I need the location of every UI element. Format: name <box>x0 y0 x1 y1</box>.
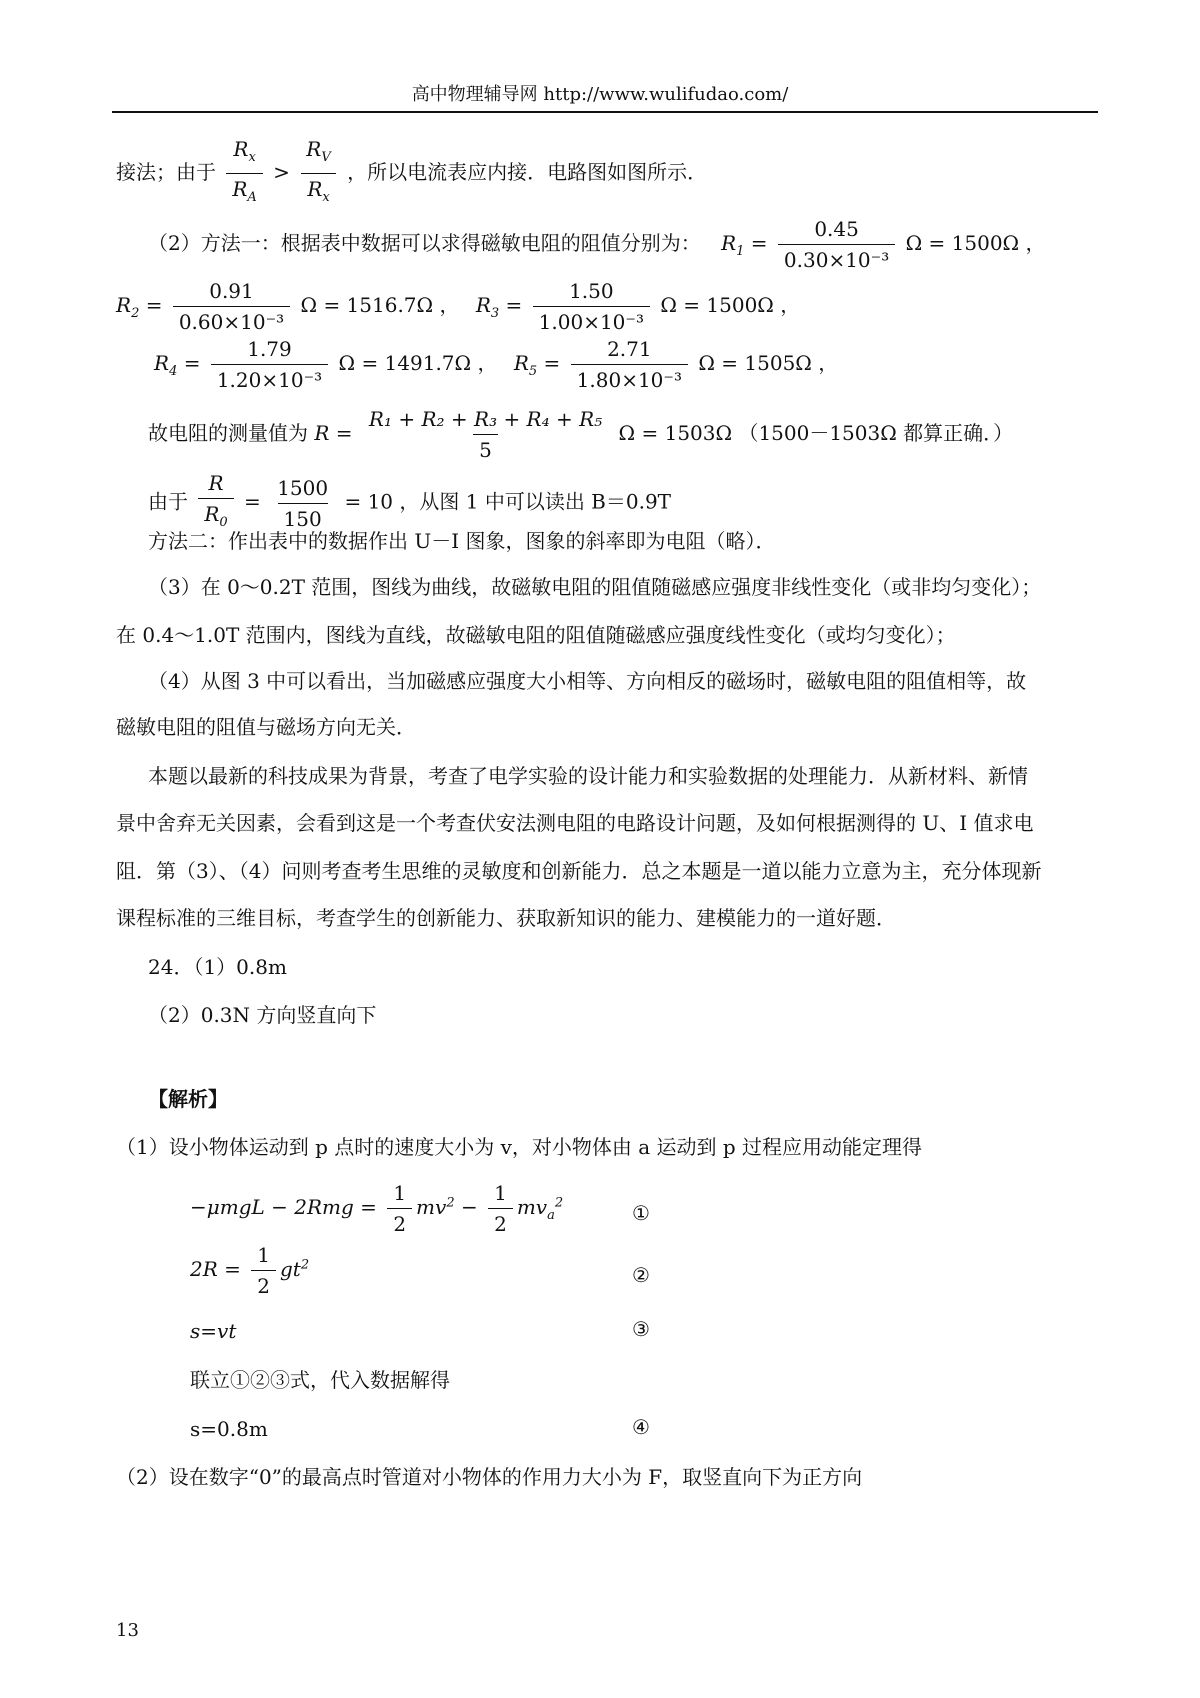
equation-3: s=vt <box>190 1319 237 1343</box>
analysis-step-1: （1）设小物体运动到 p 点时的速度大小为 v，对小物体由 a 运动到 p 过程应用动能定理得 <box>116 1135 923 1159</box>
equation-marker-2: ② <box>632 1263 650 1287</box>
connection-line-pre: 接法；由于 <box>116 160 216 184</box>
fraction-rx-ra: $\frac{R_x}{R_A}$ <box>226 136 262 211</box>
join-equations-line: 联立①②③式，代入数据解得 <box>190 1368 450 1392</box>
b-line-post: = 10 ，从图 1 中可以读出 B＝0.9T <box>344 489 672 514</box>
part3-line-a: （3）在 0～0.2T 范围，图线为曲线，故磁敏电阻的阻值随磁感应强度非线性变化（或非均匀变化）； <box>148 575 1042 599</box>
method-one-intro: （2）方法一：根据表中数据可以求得磁敏电阻的阻值分别为： <box>148 231 701 255</box>
comment-line-a: 本题以最新的科技成果为背景，考查了电学实验的设计能力和实验数据的处理能力．从新材料、新情 <box>148 764 1028 788</box>
mean-fraction: $\frac{\text{R₁ + R₂ + R₃ + R₄ + R₅}}{5}$ <box>368 407 603 462</box>
equation-1-lhs: −μmgL − 2Rmg = <box>190 1195 377 1219</box>
fraction-rv-rx: $\frac{R_V}{R_x}$ <box>300 136 336 211</box>
method-one-line: （2）方法一：根据表中数据可以求得磁敏电阻的阻值分别为： $R_1$ = $\frac{0.45}{\text{0.30×10⁻³}}$ Ω = 1500Ω ， <box>148 217 1046 272</box>
eq-r1-result: Ω = 1500Ω ， <box>905 231 1046 255</box>
equation-4: s=0.8m <box>190 1417 268 1441</box>
part4-line-b: 磁敏电阻的阻值与磁场方向无关． <box>116 715 416 739</box>
b-line-pre: 由于 <box>148 489 188 514</box>
comment-line-d: 课程标准的三维目标，考查学生的创新能力、获取新知识的能力、建模能力的一道好题． <box>116 906 896 930</box>
b-field-line: 由于 $\frac{R}{R_0}$ = $\frac{1500}{150}$ = 10 ，从图 1 中可以读出 B＝0.9T <box>148 470 671 536</box>
part3-line-b: 在 0.4～1.0T 范围内，图线为直线，故磁敏电阻的阻值随磁感应强度线性变化（或均匀变化）； <box>116 623 956 647</box>
header-rule <box>112 111 1098 113</box>
equation-1: −μmgL − 2Rmg = $\frac{1}{2}$ $mv^2$ − $\frac{1}{2}$ $mv_a^2$ <box>190 1181 564 1236</box>
page-header: 高中物理辅导网 http://www.wulifudao.com/ <box>411 84 789 105</box>
equation-marker-4: ④ <box>632 1415 650 1439</box>
eq-r1-fraction: $\frac{0.45}{\text{0.30×10⁻³}}$ <box>778 216 895 273</box>
comment-line-c: 阻．第（3）、（4）问则考查考生思维的灵敏度和创新能力．总之本题是一道以能力立意为主，充分体现新 <box>116 859 1042 883</box>
method-two-line: 方法二：作出表中的数据作出 U－I 图象，图象的斜率即为电阻（略）． <box>148 529 776 553</box>
connection-line-post: ，所以电流表应内接．电路图如图所示． <box>347 160 708 184</box>
part4-line-a: （4）从图 3 中可以看出，当加磁感应强度大小相等、方向相反的磁场时，磁敏电阻的阻值相等，故 <box>148 669 1027 693</box>
q24-answer-1: 24．（1）0.8m <box>148 955 287 979</box>
eq-r5-result: Ω = 1505Ω ， <box>698 351 839 375</box>
equation-2: 2R = $\frac{1}{2}$ $gt^2$ <box>190 1243 310 1298</box>
eq-r2-fraction: $\frac{0.91}{\text{0.60×10⁻³}}$ <box>173 278 290 335</box>
analysis-step-2: （2）设在数字“0”的最高点时管道对小物体的作用力大小为 F，取竖直向下为正方向 <box>116 1465 863 1489</box>
fraction-1500-150: $\frac{1500}{150}$ <box>277 475 329 531</box>
analysis-heading: 【解析】 <box>148 1087 228 1111</box>
mean-resistance-line: 故电阻的测量值为 R = $\frac{\text{R₁ + R₂ + R₃ + R₄ + R₅}}{5}$ Ω = 1503Ω （1500－1503Ω 都算正确．） <box>148 407 1014 462</box>
equation-marker-3: ③ <box>632 1317 650 1341</box>
mean-line-pre: 故电阻的测量值为 <box>148 421 308 445</box>
equation-2-lhs: 2R = <box>190 1257 241 1281</box>
q24-answer-2: （2）0.3N 方向竖直向下 <box>148 1003 377 1027</box>
connection-line <box>116 136 707 211</box>
eq-r2-r3-line: $R_2$ = $\frac{0.91}{\text{0.60×10⁻³}}$ Ω = 1516.7Ω ， $R_3$ = $\frac{1.50}{\text{1.00×10⁻³}}$ Ω = 1500Ω ， <box>116 279 801 334</box>
eq-r3-fraction: $\frac{1.50}{\text{1.00×10⁻³}}$ <box>533 278 650 335</box>
eq-r4-fraction: $\frac{1.79}{\text{1.20×10⁻³}}$ <box>211 336 328 393</box>
eq-r5-fraction: $\frac{2.71}{\text{1.80×10⁻³}}$ <box>571 336 688 393</box>
eq-r3-result: Ω = 1500Ω ， <box>660 293 801 317</box>
equation-marker-1: ① <box>632 1201 650 1225</box>
mean-line-post: Ω = 1503Ω （1500－1503Ω 都算正确．） <box>618 421 1014 445</box>
comment-line-b: 景中舍弃无关因素，会看到这是一个考查伏安法测电阻的电路设计问题，及如何根据测得的 U、I 值求电 <box>116 811 1034 835</box>
eq-r4-result: Ω = 1491.7Ω ， <box>338 351 498 375</box>
greater-than-sign: > <box>273 160 290 184</box>
fraction-r-r0: $\frac{R}{R_0}$ <box>198 470 233 536</box>
page-number: 13 <box>116 1620 139 1641</box>
eq-r4-r5-line: $R_4$ = $\frac{1.79}{\text{1.20×10⁻³}}$ Ω = 1491.7Ω ， $R_5$ = $\frac{2.71}{\text{1.80×10⁻³}}$ Ω = 1505Ω ， <box>154 337 839 392</box>
eq-r2-result: Ω = 1516.7Ω ， <box>300 293 460 317</box>
